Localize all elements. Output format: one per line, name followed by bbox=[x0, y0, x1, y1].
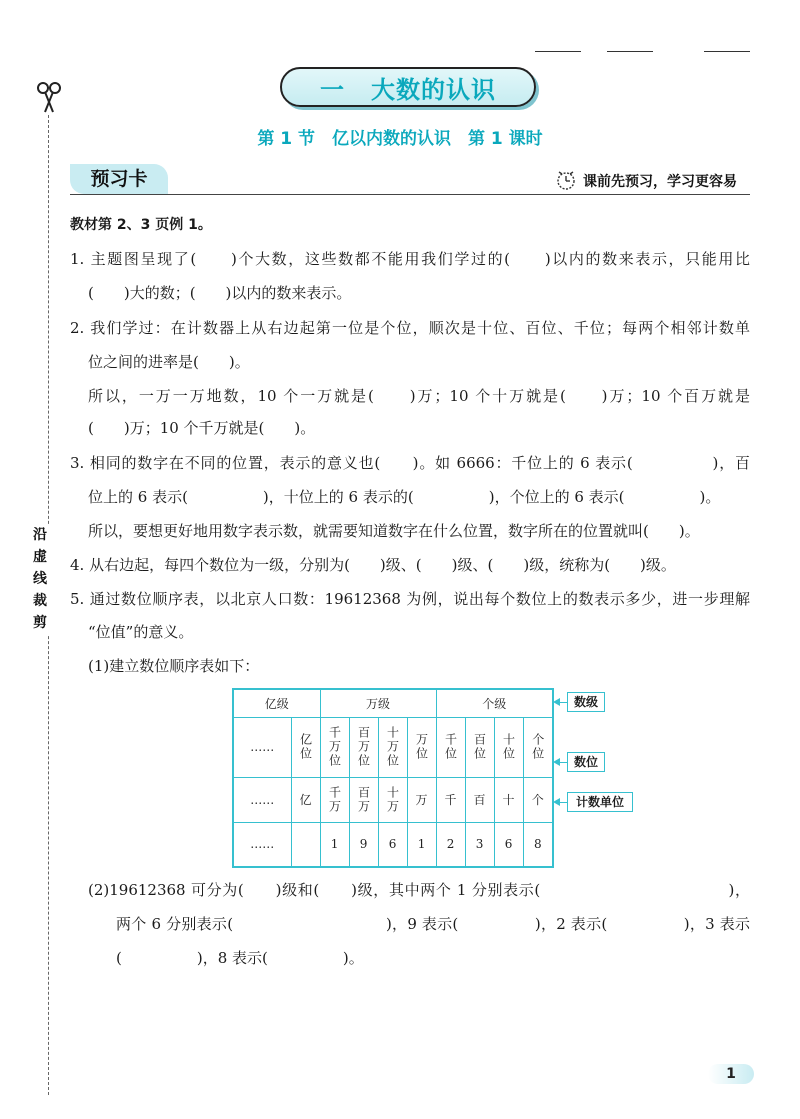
chapter-number: 一 bbox=[320, 75, 345, 104]
top-blank-3 bbox=[704, 51, 750, 52]
digit-cell: 8 bbox=[523, 822, 553, 867]
place-cell: 百万位 bbox=[349, 717, 378, 777]
table-row-digits bbox=[233, 822, 553, 867]
cut-label-char: 沿 bbox=[33, 527, 47, 543]
preview-card-label: 预习卡 bbox=[70, 164, 168, 194]
chapter-name: 大数的认识 bbox=[371, 75, 496, 104]
place-cell: 十位 bbox=[494, 717, 523, 777]
question-3-line-1: 3. 相同的数字在不同的位置，表示的意义也( )。如 6666：千位上的 6 表示( )，百 bbox=[70, 454, 750, 472]
ellipsis-cell: …… bbox=[233, 777, 291, 822]
section-title: 第 1 节 亿以内数的认识 第 1 课时 bbox=[257, 129, 543, 149]
question-1-line-1: 1. 主题图呈现了( )个大数，这些数都不能用我们学过的( )以内的数来表示，只能用比 bbox=[70, 250, 750, 268]
unit-cell: 百万 bbox=[349, 777, 378, 822]
top-blank-1 bbox=[535, 51, 581, 52]
question-3-line-3: 所以，要想更好地用数字表示数，就需要知道数字在什么位置，数字所在的位置就叫( )。 bbox=[88, 522, 700, 540]
label-level: 数级 bbox=[567, 692, 605, 712]
question-1-line-2: ( )大的数；( )以内的数来表示。 bbox=[88, 284, 352, 302]
unit-cell: 百 bbox=[465, 777, 494, 822]
page-number: 1 bbox=[708, 1064, 754, 1084]
level-cell: 个级 bbox=[436, 689, 553, 717]
digit-cell: 1 bbox=[407, 822, 436, 867]
place-cell: 个位 bbox=[523, 717, 553, 777]
cut-label-char: 线 bbox=[33, 571, 47, 587]
arrow-place-line bbox=[558, 762, 567, 763]
question-2-line-3: 所以，一万一万地数，10 个一万就是( )万；10 个十万就是( )万；10 个百万就是 bbox=[88, 387, 750, 405]
unit-cell: 千 bbox=[436, 777, 465, 822]
ellipsis-cell: …… bbox=[233, 717, 291, 777]
place-cell: 万位 bbox=[407, 717, 436, 777]
digit-cell: 6 bbox=[494, 822, 523, 867]
place-cell: 百位 bbox=[465, 717, 494, 777]
level-cell: 亿级 bbox=[233, 689, 320, 717]
digit-cell: 1 bbox=[320, 822, 349, 867]
question-5-line-2: “位值”的意义。 bbox=[88, 623, 194, 641]
place-cell: 千万位 bbox=[320, 717, 349, 777]
place-value-table bbox=[232, 688, 554, 868]
question-5-sub-1: (1)建立数位顺序表如下： bbox=[88, 657, 260, 675]
question-4-line-1: 4. 从右边起，每四个数位为一级，分别为( )级、( )级、( )级，统称为( )级。 bbox=[70, 556, 676, 574]
unit-cell: 万 bbox=[407, 777, 436, 822]
unit-cell: 个 bbox=[523, 777, 553, 822]
label-place: 数位 bbox=[567, 752, 605, 772]
level-cell: 万级 bbox=[320, 689, 436, 717]
chapter-title bbox=[280, 67, 536, 107]
question-5-sub-2-line-3: ( )，8 表示( )。 bbox=[116, 949, 364, 967]
table-row-units bbox=[233, 777, 553, 822]
alarm-clock-icon bbox=[555, 169, 577, 191]
arrow-level-line bbox=[558, 702, 567, 703]
arrow-unit-line bbox=[558, 802, 567, 803]
unit-cell: 十万 bbox=[378, 777, 407, 822]
card-divider bbox=[70, 194, 750, 195]
table-row-levels bbox=[233, 689, 553, 717]
digit-cell: 6 bbox=[378, 822, 407, 867]
top-blank-2 bbox=[607, 51, 653, 52]
digit-cell bbox=[291, 822, 320, 867]
digit-cell: 3 bbox=[465, 822, 494, 867]
table-row-places bbox=[233, 717, 553, 777]
cut-label-char: 裁 bbox=[33, 593, 47, 609]
place-cell: 千位 bbox=[436, 717, 465, 777]
scissors-icon bbox=[34, 80, 64, 114]
question-2-line-4: ( )万；10 个千万就是( )。 bbox=[88, 419, 316, 437]
question-2-line-1: 2. 我们学过：在计数器上从右边起第一位是个位，顺次是十位、百位、千位；每两个相邻计数单 bbox=[70, 319, 750, 337]
cut-label-char: 虚 bbox=[33, 549, 47, 565]
unit-cell: 千万 bbox=[320, 777, 349, 822]
question-5-line-1: 5. 通过数位顺序表，以北京人口数：19612368 为例，说出每个数位上的数表示多少，进一步理解 bbox=[70, 590, 750, 608]
question-5-sub-2-line-2: 两个 6 分别表示( )，9 表示( )，2 表示( )，3 表示 bbox=[116, 915, 750, 933]
digit-cell: 2 bbox=[436, 822, 465, 867]
place-cell: 十万位 bbox=[378, 717, 407, 777]
unit-cell: 十 bbox=[494, 777, 523, 822]
card-tagline: 课前先预习，学习更容易 bbox=[583, 174, 737, 190]
unit-cell: 亿 bbox=[291, 777, 320, 822]
place-cell: 亿位 bbox=[291, 717, 320, 777]
question-3-line-2: 位上的 6 表示( )，十位上的 6 表示的( )，个位上的 6 表示( )。 bbox=[88, 488, 721, 506]
label-unit: 计数单位 bbox=[567, 792, 633, 812]
textbook-reference: 教材第 2、3 页例 1。 bbox=[70, 217, 212, 233]
cut-label-char: 剪 bbox=[33, 615, 47, 631]
cut-label bbox=[27, 524, 53, 634]
digit-cell: 9 bbox=[349, 822, 378, 867]
question-2-line-2: 位之间的进率是( )。 bbox=[88, 353, 250, 371]
ellipsis-cell: …… bbox=[233, 822, 291, 867]
question-5-sub-2-line-1: (2)19612368 可分为( )级和( )级，其中两个 1 分别表示( )， bbox=[88, 881, 750, 899]
